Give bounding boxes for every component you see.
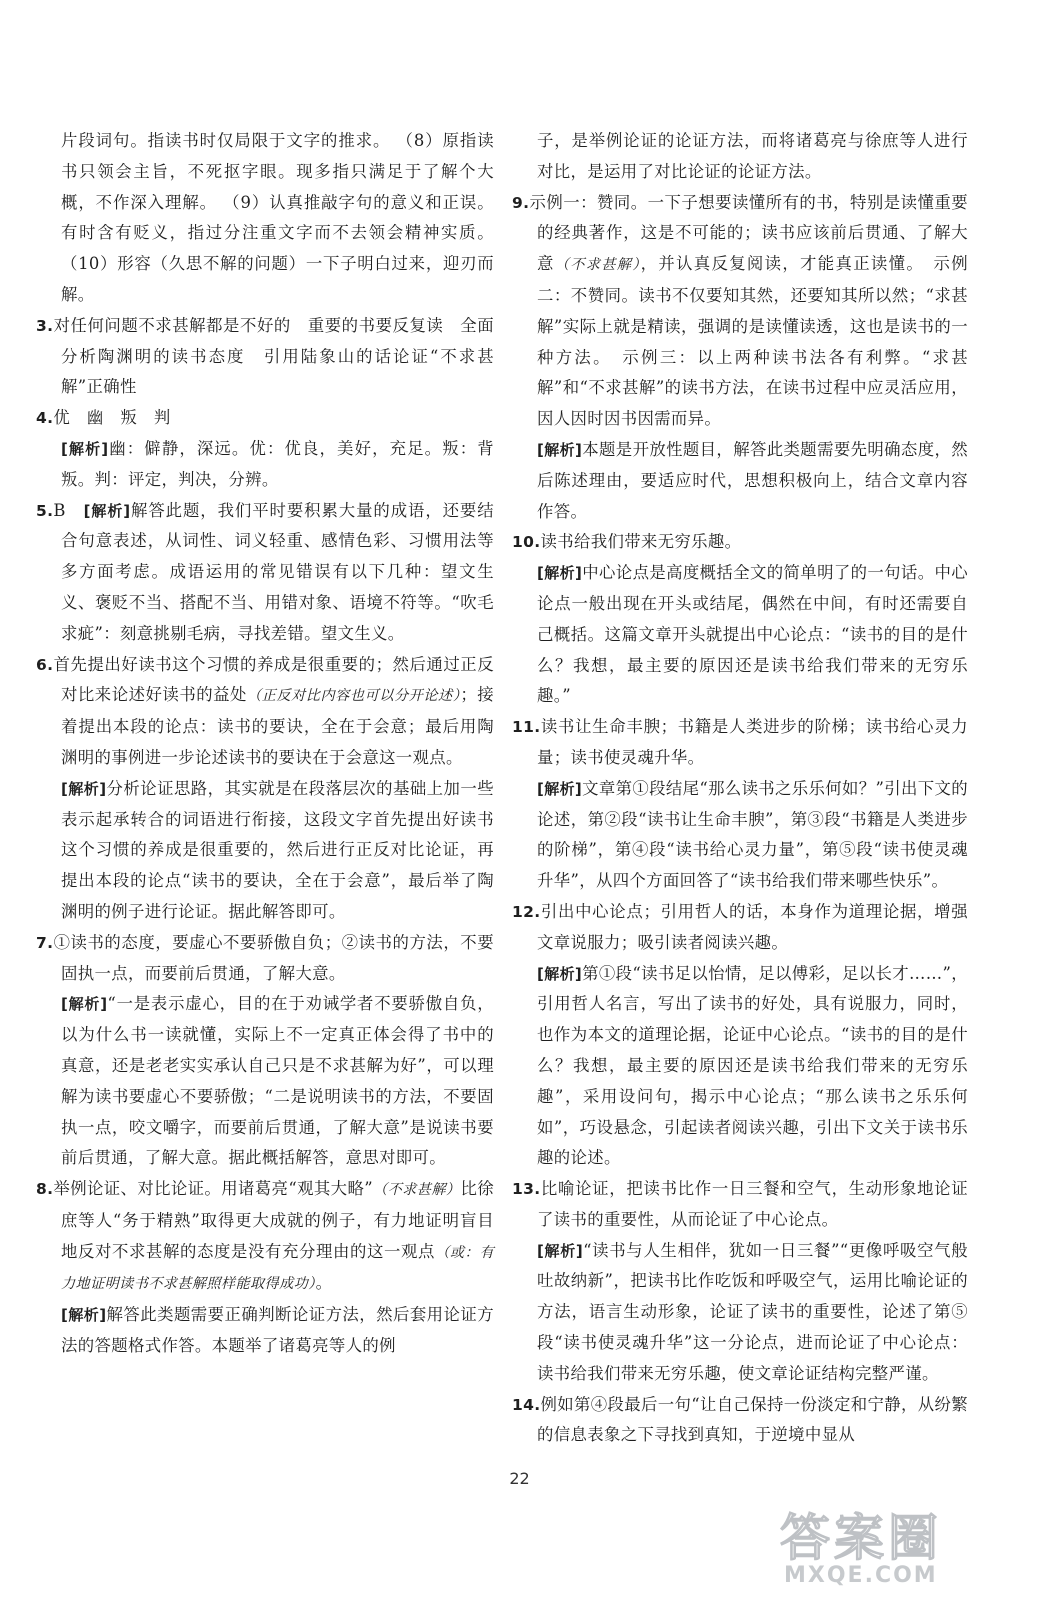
analysis-7: [解析]“一是表示虚心，目的在于劝诫学者不要骄傲自负，以为什么书一读就懂，实际上不一定真正体会得了书中的真意，还是老老实实承认自己只是不求甚解为好”，可以理解为读书要虚心不要骄傲；“二是说明读书的方法，不要固执一点，咬文嚼字，而要前后贯通，了解大意”是说读书要前后贯通，了解大意。据此概括解答，意思对即可。 [61,994,494,1168]
answer-continuation: 片段词句。指读书时仅局限于文字的推求。 （8）原指读书只领会主旨，不死抠字眼。现多指只满足于了解个大概，不作深入理解。 （9）认真推敲字句的意义和正误。有时含有贬义，指过分注重文字而不去领会精神实质。 （10）形容（久思不解的问题）一下子明白过来，迎刃而解。 [61,131,494,304]
answer-4: 4.优 幽 叛 判 [36,408,171,428]
analysis-12: [解析]第①段“读书足以怡情，足以傅彩，足以长才……”，引用哲人名言，写出了读书的好处，具有说服力，同时，也作为本文的道理论据，论证中心论点。“读书的目的是什么？我想，最主要的原因还是读书给我们带来的无穷乐趣”，采用设问句，揭示中心论点；“那么读书之乐乐何如”，巧设悬念，引起读者阅读兴趣，引出下文关于读书乐趣的论述。 [537,963,968,1168]
answer-9: 9.示例一：赞同。一下子想要读懂所有的书，特别是读懂重要的经典著作，这是不可能的；读书应该前后贯通、了解大意（不求甚解），并认真反复阅读，才能真正读懂。 示例二：不赞同。读书不仅要知其然，还要知其所以然；“求甚解”实际上就是精读，强调的是读懂读透，这也是读书的一种方法。 示例三：以上两种读书法各有利弊。“求甚解”和“不求甚解”的读书方法，在读书过程中应灵活应用，因人因时因书因需而异。 [512,192,968,429]
answer-14: 14.例如第④段最后一句“让自己保持一份淡定和宁静，从纷繁的信息表象之下寻找到真知，于逆境中显从 [512,1394,968,1445]
right-column [512,126,968,1451]
answer-13: 13.比喻论证，把读书比作一日三餐和空气，生动形象地论证了读书的重要性，从而论证了中心论点。 [512,1179,968,1229]
answer-6: 6.首先提出好读书这个习惯的养成是很重要的；然后通过正反对比来论述好读书的益处（正反对比内容也可以分开论述）；接着提出本段的论点：读书的要诀，全在于会意；最后用陶渊明的事例进一步论述读书的要诀在于会意这一观点。 [36,654,494,767]
page-number: 22 [509,1469,530,1488]
watermark-text: 答案圈 [780,1509,942,1567]
analysis-6: [解析]分析论证思路，其实就是在段落层次的基础上加一些表示起承转合的词语进行衔接，这段文字首先提出好读书这个习惯的养成是很重要的，然后进行正反对比论证，再提出本段的论点“读书的要诀，全在于会意”，最后举了陶渊明的例子进行论证。据此解答即可。 [61,778,494,921]
analysis-8: [解析]解答此类题需要正确判断论证方法，然后套用论证方法的答题格式作答。本题举了诸葛亮等人的例 [61,1305,494,1356]
watermark-logo [772,1494,1004,1590]
analysis-10: [解析]中心论点是高度概括全文的简单明了的一句话。中心论点一般出现在开头或结尾，偶然在中间，有时还需要自己概括。这篇文章开头就提出中心论点：“读书的目的是什么？我想，最主要的原因还是读书给我们带来的无穷乐趣。” [537,563,968,706]
left-column [36,126,494,1362]
answer-7: 7.①读书的态度，要虚心不要骄傲自负；②读书的方法，不要固执一点，而要前后贯通，了解大意。 [36,932,494,983]
answer-12: 12.引出中心论点；引用哲人的话，本身作为道理论据，增强文章说服力；吸引读者阅读兴趣。 [512,901,968,952]
analysis-9: [解析]本题是开放性题目，解答此类题需要先明确态度，然后陈述理由，要适应时代，思想积极向上，结合文章内容作答。 [537,439,968,521]
analysis-13: [解析]“读书与人生相伴，犹如一日三餐”“更像呼吸空气般吐故纳新”，把读书比作吃饭和呼吸空气，运用比喻论证的方法，语言生动形象，论证了读书的重要性，论述了第⑤段“读书使灵魂升华”这一分论点，进而论证了中心论点：读书给我们带来无穷乐趣，使文章论证结构完整严谨。 [537,1240,968,1383]
answer-10: 10.读书给我们带来无穷乐趣。 [512,532,742,552]
answer-8: 8.举例论证、对比论证。用诸葛亮“观其大略”（不求甚解）比徐庶等人“务于精熟”取得更大成就的例子，有力地证明盲目地反对不求甚解的态度是没有充分理由的这一观点（或：有力地证明读书不求甚解照样能取得成功）。 [36,1179,495,1293]
watermark-url: MXQE.COM [784,1563,938,1588]
analysis-8-continuation: 子，是举例论证的论证方法，而将诸葛亮与徐庶等人进行对比，是运用了对比论证的论证方法。 [537,131,968,181]
analysis-4: [解析]幽：僻静，深远。优：优良，美好，充足。叛：背叛。判：评定，判决，分辨。 [61,438,494,489]
analysis-11: [解析]文章第①段结尾“那么读书之乐乐何如？”引出下文的论述，第②段“读书让生命丰腴”，第③段“书籍是人类进步的阶梯”，第④段“读书给心灵力量”，第⑤段“读书使灵魂升华”，从四个方面回答了“读书给我们带来哪些快乐”。 [537,778,968,891]
answer-3: 3.对任何问题不求甚解都是不好的 重要的书要反复读 全面分析陶渊明的读书态度 引用陆象山的话论证“不求甚解”正确性 [36,315,494,397]
answer-5: 5.B [解析]解答此题，我们平时要积累大量的成语，还要结合句意表述，从词性、词义轻重、感情色彩、习惯用法等多方面考虑。成语运用的常见错误有以下几种：望文生义、褒贬不当、搭配不当、用错对象、语境不符等。“吹毛求疵”：刻意挑剔毛病，寻找差错。望文生义。 [36,500,494,643]
answer-11: 11.读书让生命丰腴；书籍是人类进步的阶梯；读书给心灵力量；读书使灵魂升华。 [512,717,968,767]
